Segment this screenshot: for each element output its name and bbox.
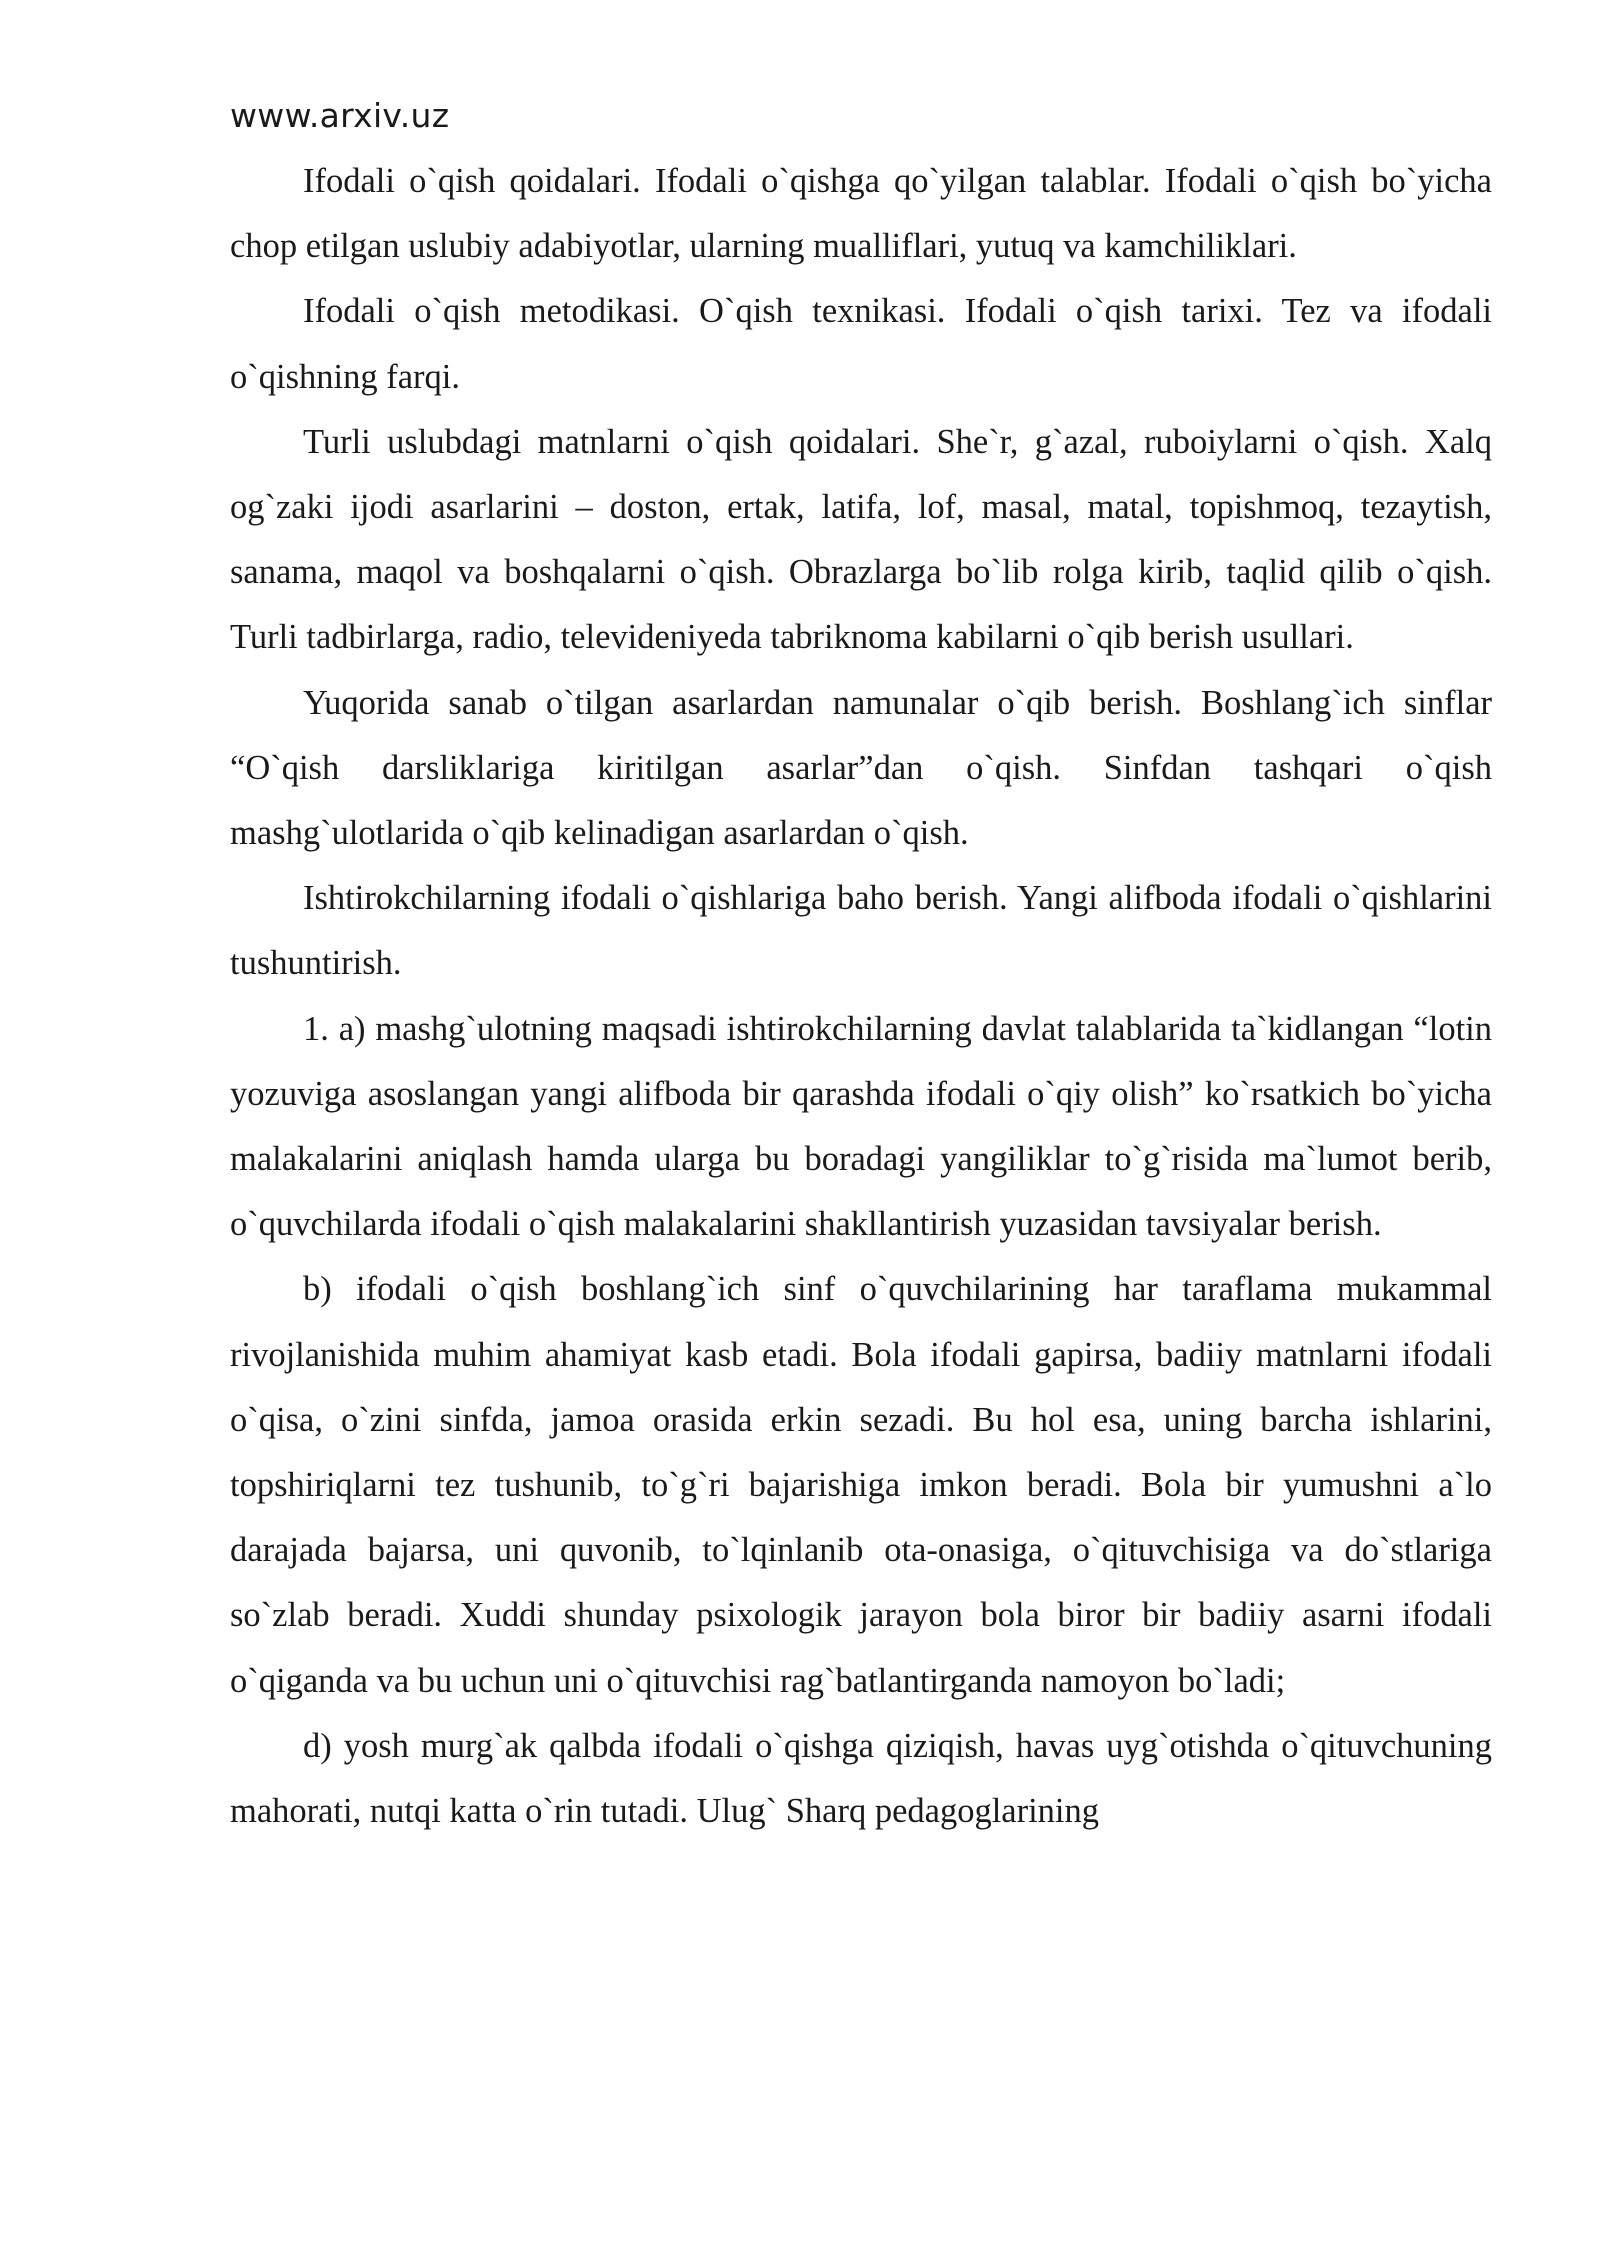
document-body	[230, 149, 1492, 1844]
site-watermark: www.arxiv.uz	[230, 96, 450, 135]
paragraph-evaluation: Ishtirokchilarning ifodali o`qishlariga baho berish. Yangi alifboda ifodali o`qishlarini tushuntirish.	[230, 879, 1492, 983]
paragraph-reading-rules: Ifodali o`qish qoidalari. Ifodali o`qishga qo`yilgan talablar. Ifodali o`qish bo`yicha chop etilgan uslubiy adabiyotlar, ularning mualliflari, yutuq va kamchiliklari.	[230, 162, 1492, 266]
paragraph-style-reading-rules: Turli uslubdagi matnlarni o`qish qoidalari. She`r, g`azal, ruboiylarni o`qish. Xalq og`zaki ijodi asarlarini – doston, ertak, latifa, lof, masal, matal, topishmoq, tezaytish, sanama, maqol va boshqalarni o`qish. Obrazlarga bo`lib rolga kirib, taqlid qilib o`qish. Turli tadbirlarga, radio, televideniyeda tabriknoma kabilarni o`qib berish usullari.	[230, 422, 1492, 657]
paragraph-item-1a: 1. a) mashg`ulotning maqsadi ishtirokchilarning davlat talablarida ta`kidlangan “lotin yozuviga asoslangan yangi alifboda bir qarashda ifodali o`qiy olish” ko`rsatkich bo`yicha malakalarini aniqlash hamda ularga bu boradagi yangiliklar to`g`risida ma`lumot berib, o`quvchilarda ifodali o`qish malakalarini shakllantirish yuzasidan tavsiyalar berish.	[230, 1009, 1492, 1244]
paragraph-sample-reading: Yuqorida sanab o`tilgan asarlardan namunalar o`qib berish. Boshlang`ich sinflar “O`qish darsliklariga kiritilgan asarlar”dan o`qish. Sinfdan tashqari o`qish mashg`ulotlarida o`qib kelinadigan asarlardan o`qish.	[230, 683, 1492, 853]
paragraph-item-b: b) ifodali o`qish boshlang`ich sinf o`quvchilarining har taraflama mukammal rivojlanishida muhim ahamiyat kasb etadi. Bola ifodali gapirsa, badiiy matnlarni ifodali o`qisa, o`zini sinfda, jamoa orasida erkin sezadi. Bu hol esa, uning barcha ishlarini, topshiriqlarni tez tushunib, to`g`ri bajarishiga imkon beradi. Bola bir yumushni a`lo darajada bajarsa, uni quvonib, to`lqinlanib ota-onasiga, o`qituvchisiga va do`stlariga so`zlab beradi. Xuddi shunday psixologik jarayon bola biror bir badiiy asarni ifodali o`qiganda va bu uchun uni o`qituvchisi rag`batlantirganda namoyon bo`ladi;	[230, 1270, 1492, 1700]
paragraph-item-d: d) yosh murg`ak qalbda ifodali o`qishga qiziqish, havas uyg`otishda o`qituvchuning mahorati, nutqi katta o`rin tutadi. Ulug` Sharq pedagoglarining	[230, 1726, 1492, 1831]
paragraph-reading-methodology: Ifodali o`qish metodikasi. O`qish texnikasi. Ifodali o`qish tarixi. Tez va ifodali o`qishning farqi.	[230, 292, 1492, 396]
